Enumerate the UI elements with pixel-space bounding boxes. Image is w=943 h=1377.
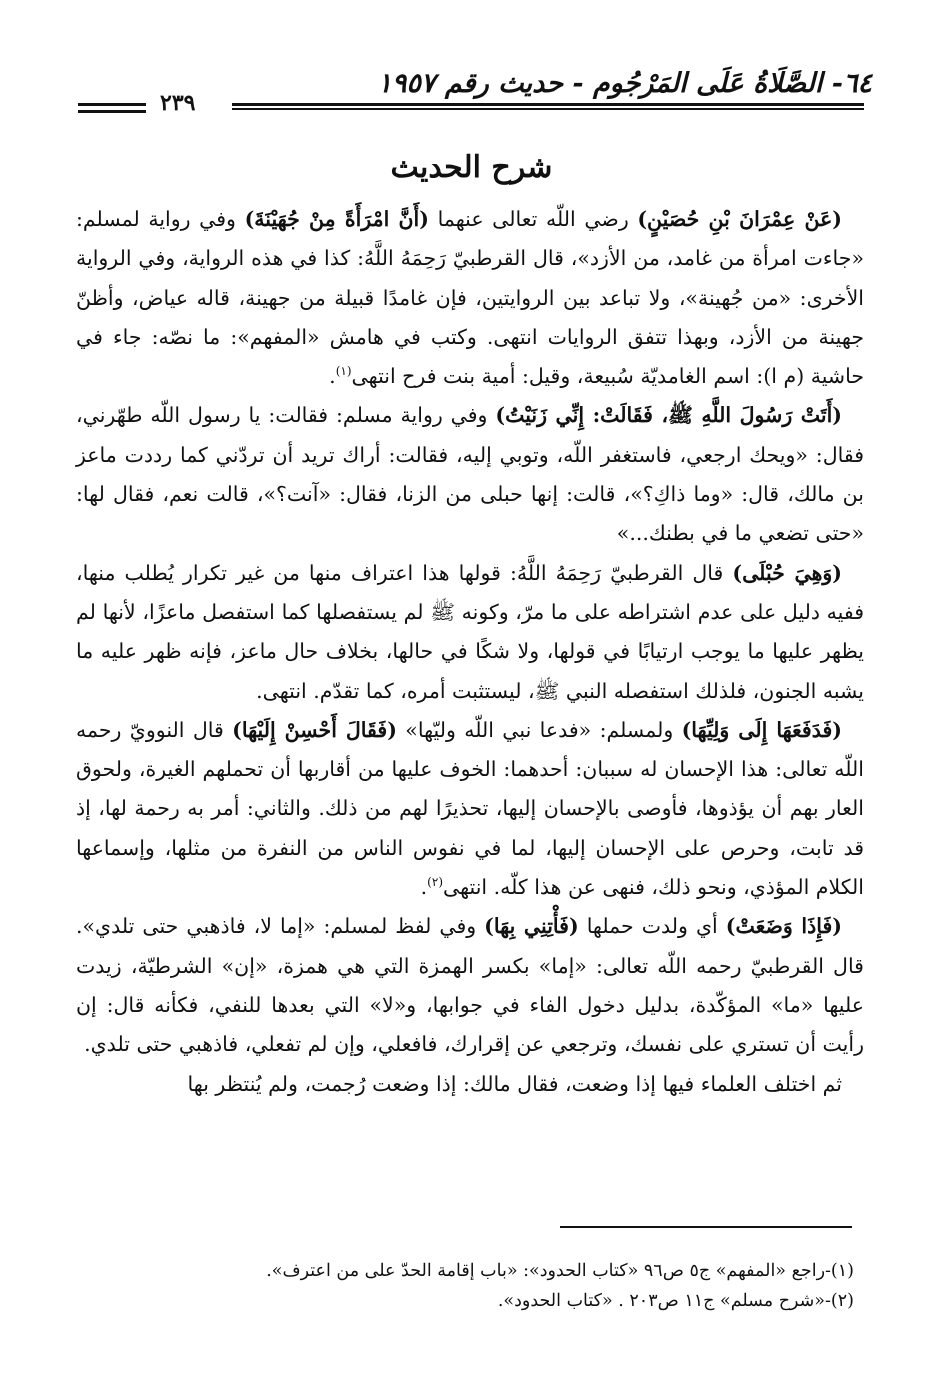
paragraph-text: قال القرطبيّ رَحِمَهُ اللَّهُ: قولها هذا اعتراف منها من غير تكرار يُطلب منها، ففيه دليل على عدم اشتراطه على ما مرّ، وكونه ﷺ لم يستفصلها كما استفصل ماعزًا، لأنها لم يظهر عليها ما يوجب ارتيابًا في قولها، ولا شكًا في حالها، بخلاف حال ماعز، فإنه ظهر عليه ما يشبه الجنون، فلذلك استفصله النبي ﷺ، ليستثبت أمره، كما تقدّم. انتهى. [76,560,864,703]
footnote: (٢)-«شرح مسلم» ج١١ ص٢٠٣ . «كتاب الحدود». [497,1291,854,1311]
section-heading: شرح الحديث [390,150,553,185]
body-text [76,200,864,1104]
paragraph-text: وفي لفظ لمسلم: «إما لا، فاذهبي حتى تلدي». قال القرطبيّ رحمه اللّه تعالى: «إما» بكسر الهمزة التي هي همزة، «إن» الشرطيّة، زيدت عليها «ما» المؤكّدة، بدليل دخول الفاء في جوابها، و«لا» التي بعدها للنفي، فكأنه قال: إن رأيت أن تستري على نفسك، وترجعي عن إقرارك، فافعلي، وإن لم تفعلي، فاذهبي حتى تلدي. [76,914,864,1057]
header-rule-left-bottom [78,110,146,113]
chapter-title: ٦٤- الصَّلَاةُ عَلَى المَرْجُوم - حديث رقم ١٩٥٧ [377,68,872,99]
quoted-hadith-phrase: (أَتَتْ رَسُولَ اللَّهِ ﷺ، فَقَالَتْ: إِنِّي زَنَيْتُ) [495,403,842,428]
header-rule-long [232,103,864,106]
paragraph-text: . [329,364,336,389]
quoted-hadith-phrase: (فَإِذَا وَضَعَتْ) [725,914,842,939]
paragraph-text: وفي رواية لمسلم: «جاءت امرأة من غامد، من الأزد»، قال القرطبيّ رَحِمَهُ اللَّهُ: كذا في هذه الرواية، وفي الرواية الأخرى: «من جُهينة»، ولا تباعد بين الروايتين، فإن غامدًا قبيلة من جهينة، قاله عياض، وأظنّ جهينة من الأزد، وبهذا تتفق الروايات انتهى. وكتب في هامش «المفهم»: ما نصّه: جاء في حاشية (م ا): اسم الغامديّة سُبيعة، وقيل: أمية بنت فرح انتهى [76,207,864,389]
paragraph-text: قال النوويّ رحمه اللّه تعالى: هذا الإحسان له سببان: أحدهما: الخوف عليها من أقاربها أن تحملهم الغيرة، ولحوق العار بهم أن يؤذوها، فأوصى بالإحسان إليها، تحذيرًا لهم من ذلك. والثاني: أمر به رحمة لها، إذ قد تابت، وحرص على الإحسان إليها، لما في نفوس الناس من النفرة من مثلها، وإسماعها الكلام المؤذي، ونحو ذلك، فنهى عن هذا كلّه. انتهى [76,717,864,900]
header-rule-bottom [232,108,864,110]
quoted-hadith-phrase: (أَنَّ امْرَأَةً مِنْ جُهَيْنَةَ) [244,207,429,231]
quoted-hadith-phrase: (فَقَالَ أَحْسِنْ إِلَيْهَا) [232,717,397,742]
paragraph-text: ولمسلم: «فدعا نبي اللّه وليّها» [396,717,682,742]
footnote: (١)-راجع «المفهم» ج٥ ص٩٦ «كتاب الحدود»: «باب إقامة الحدّ على من اعترف». [266,1261,854,1281]
paragraph [76,200,864,396]
footnote-reference: (١) [335,364,352,379]
running-header [72,60,872,126]
paragraph [76,554,864,711]
paragraph [76,907,864,1064]
paragraph-text: أي ولدت حملها [578,914,726,939]
footnotes [76,1256,854,1316]
paragraph-text: رضي اللّه تعالى عنهما [428,207,638,231]
paragraph [76,1065,864,1104]
quoted-hadith-phrase: (وَهِيَ حُبْلَى) [732,560,842,585]
paragraph-text: . [420,875,428,900]
paragraph [76,396,864,553]
paragraph-text: ثم اختلف العلماء فيها إذا وضعت، فقال مالك: إذا وضعت رُجمت، ولم يُنتظر بها [187,1071,842,1096]
footnote-separator [560,1226,852,1228]
quoted-hadith-phrase: (فَدَفَعَهَا إِلَى وَلِيِّهَا) [681,717,842,742]
paragraph-text: وفي رواية مسلم: فقالت: يا رسول اللّه طهّرني، فقال: «ويحك ارجعي، فاستغفر اللّه، وتوبي إليه، فقالت: أراك تريد أن تردّني كما رددت ماعز بن مالك، قال: «وما ذاكِ؟»، قالت: إنها حبلى من الزنا، فقال: «آنت؟»، قالت نعم، فقال لها: «حتى تضعي ما في بطنك...» [76,403,864,546]
header-rule-left-top [78,103,146,106]
quoted-hadith-phrase: (عَنْ عِمْرَانَ بْنِ حُصَيْنٍ) [637,207,843,231]
paragraph [76,711,864,907]
footnote-reference: (٢) [427,875,443,890]
quoted-hadith-phrase: (فَأْتِنِي بِهَا) [484,914,579,939]
page-number: ٢٣٩ [160,90,196,116]
